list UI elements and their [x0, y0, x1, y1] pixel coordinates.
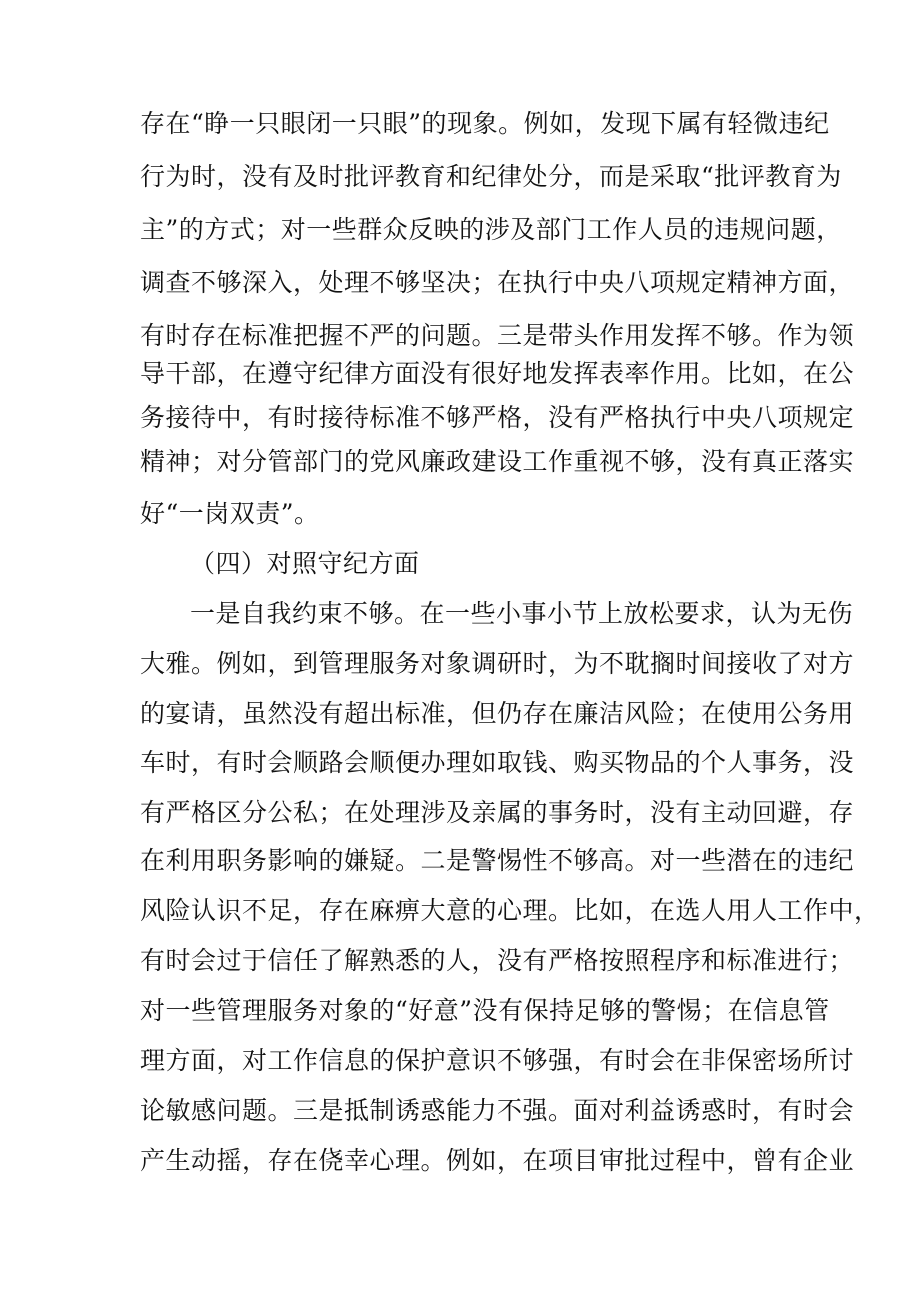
paragraph-2-line-2: 大雅。例如，到管理服务对象调研时，为不耽搁时间接收了对方 — [140, 649, 855, 678]
paragraph-2-line-12: 产生动摇，存在侥幸心理。例如，在项目审批过程中，曾有企业 — [140, 1146, 855, 1175]
paragraph-2-line-11: 论敏感问题。三是抵制诱惑能力不强。面对利益诱惑时，有时会 — [140, 1096, 855, 1125]
section-heading: （四）对照守纪方面 — [190, 549, 420, 578]
paragraph-1-line-4: 调查不够深入，处理不够坚决；在执行中央八项规定精神方面， — [140, 268, 855, 297]
paragraph-2-line-8: 有时会过于信任了解熟悉的人，没有严格按照程序和标准进行； — [140, 946, 855, 975]
paragraph-1-line-1: 存在“睁一只眼闭一只眼”的现象。例如，发现下属有轻微违纪 — [140, 109, 830, 138]
paragraph-2-line-1: 一是自我约束不够。在一些小事小节上放松要求，认为无伤 — [190, 599, 854, 628]
paragraph-2-line-5: 有严格区分公私；在处理涉及亲属的事务时，没有主动回避，存 — [140, 798, 855, 827]
paragraph-2-line-3: 的宴请，虽然没有超出标准，但仍存在廉洁风险；在使用公务用 — [140, 699, 855, 728]
paragraph-2-line-9: 对一些管理服务对象的“好意”没有保持足够的警惕；在信息管 — [140, 996, 830, 1025]
paragraph-1-line-9: 好“一岗双责”。 — [140, 499, 320, 528]
paragraph-2-line-7: 风险认识不足，存在麻痹大意的心理。比如，在选人用人工作中， — [140, 896, 880, 925]
paragraph-2-line-4: 车时，有时会顺路会顺便办理如取钱、购买物品的个人事务，没 — [140, 748, 855, 777]
paragraph-1-line-7: 务接待中，有时接待标准不够严格，没有严格执行中央八项规定 — [140, 403, 855, 432]
paragraph-1-line-6: 导干部，在遵守纪律方面没有很好地发挥表率作用。比如，在公 — [140, 359, 855, 388]
paragraph-2-line-10: 理方面，对工作信息的保护意识不够强，有时会在非保密场所讨 — [140, 1046, 855, 1075]
paragraph-1-line-5: 有时存在标准把握不严的问题。三是带头作用发挥不够。作为领 — [140, 321, 855, 350]
paragraph-1-line-2: 行为时，没有及时批评教育和纪律处分，而是采取“批评教育为 — [140, 162, 842, 191]
paragraph-1-line-8: 精神；对分管部门的党风廉政建设工作重视不够，没有真正落实 — [140, 447, 855, 476]
paragraph-2-line-6: 在利用职务影响的嫌疑。二是警惕性不够高。对一些潜在的违纪 — [140, 846, 855, 875]
paragraph-1-line-3: 主”的方式；对一些群众反映的涉及部门工作人员的违规问题， — [140, 215, 842, 244]
